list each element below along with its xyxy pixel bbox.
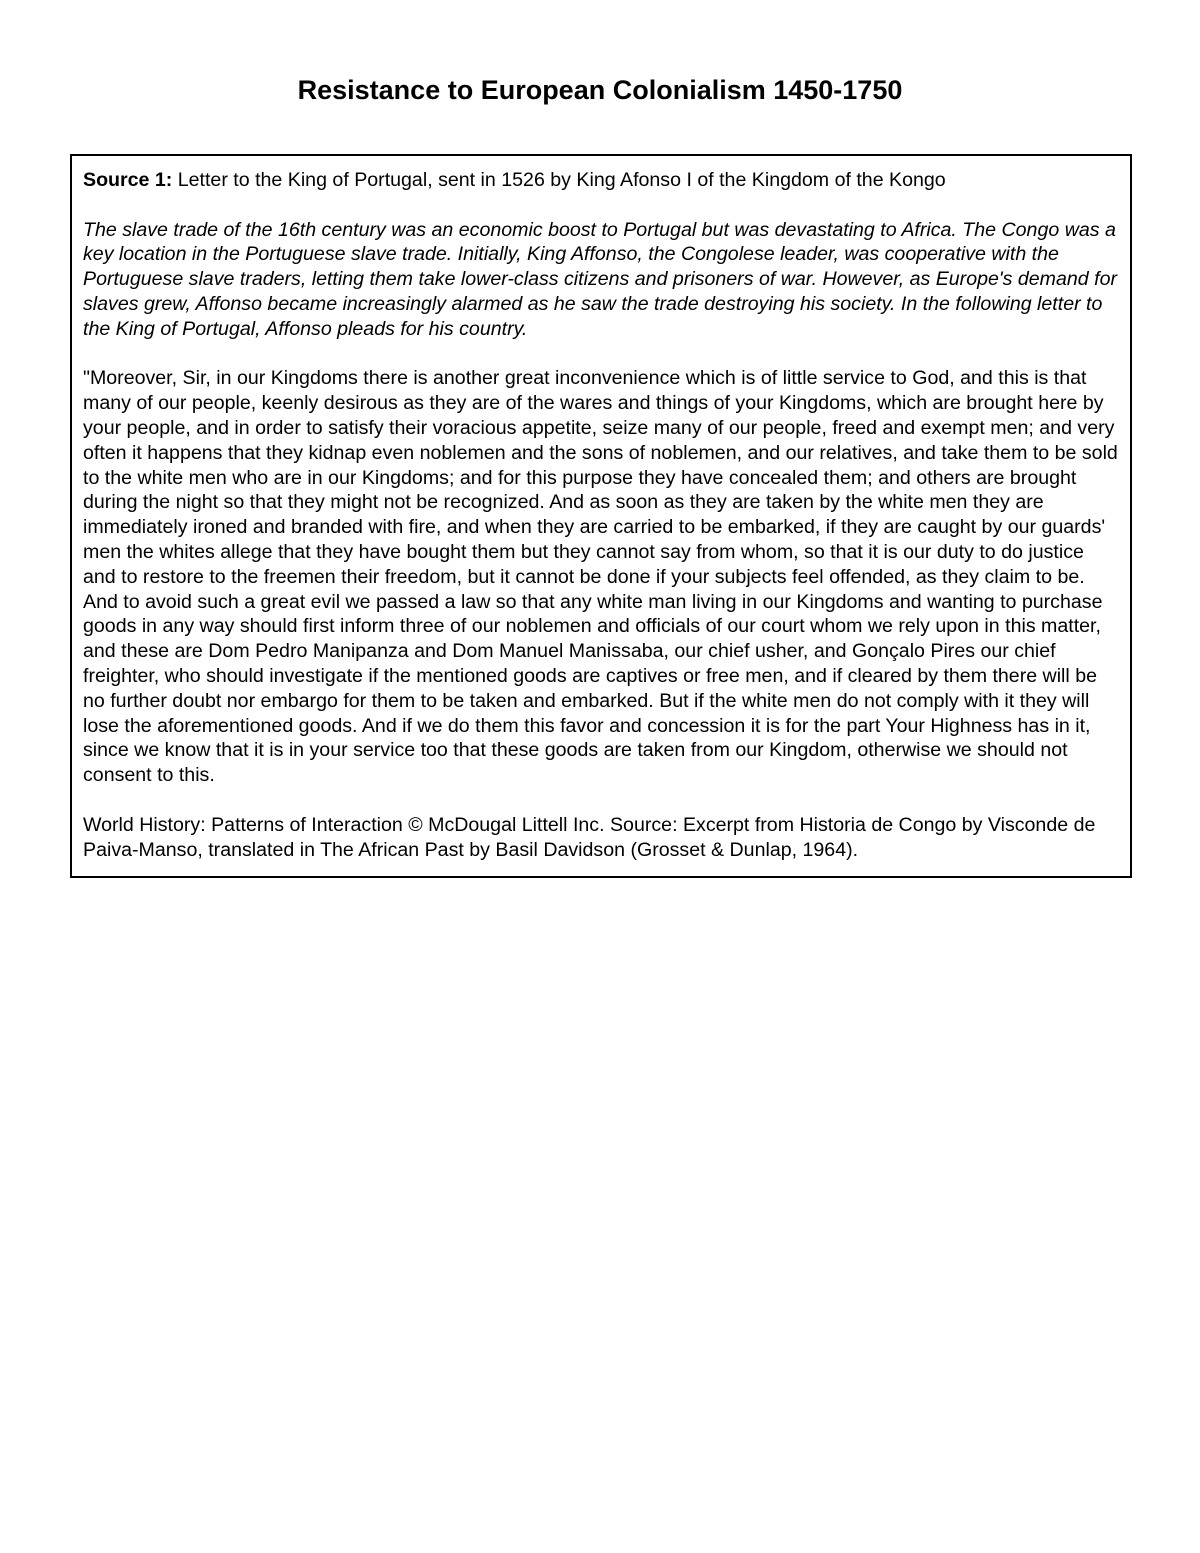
source-label: Source 1: bbox=[83, 169, 173, 191]
source-heading bbox=[83, 168, 1118, 193]
page-title: Resistance to European Colonialism 1450-1750 bbox=[297, 75, 903, 105]
source-box bbox=[70, 154, 1132, 878]
source-heading-text: Letter to the King of Portugal, sent in 1526 by King Afonso I of the Kingdom of the Kongo bbox=[177, 169, 946, 191]
letter-excerpt: "Moreover, Sir, in our Kingdoms there is another great inconvenience which is of little service to God, and this is that many of our people, keenly desirous as they are of the wares and things of your Kingdoms, which are brought here by your people, and in order to satisfy their voracious appetite, seize many of our people, freed and exempt men; and very often it happens that they kidnap even noblemen and the sons of noblemen, and our relatives, and take them to be sold to the white men who are in our Kingdoms; and for this purpose they have concealed them; and others are brought during the night so that they might not be recognized. And as soon as they are taken by the white men they are immediately ironed and branded with fire, and when they are carried to be embarked, if they are caught by our guards' men the whites allege that they have bought them but they cannot say from whom, so that it is our duty to do justice and to restore to the freemen their freedom, but it cannot be done if your subjects feel offended, as they claim to be. And to avoid such a great evil we passed a law so that any white man living in our Kingdoms and wanting to purchase goods in any way should first inform three of our noblemen and officials of our court whom we rely upon in this matter, and these are Dom Pedro Manipanza and Dom Manuel Manissaba, our chief usher, and Gonçalo Pires our chief freighter, who should investigate if the mentioned goods are captives or free men, and if cleared by them there will be no further doubt nor embargo for them to be taken and embarked. But if the white men do not comply with it they will lose the aforementioned goods. And if we do them this favor and concession it is for the part Your Highness has in it, since we know that it is in your service too that these goods are taken from our Kingdom, otherwise we should not consent to this. bbox=[83, 367, 1118, 787]
source-citation: World History: Patterns of Interaction © McDougal Littell Inc. Source: Excerpt from Historia de Congo by Visconde de Paiva-Manso, translated in The African Past by Basil Davidson (Grosset & Dunlap, 1964). bbox=[83, 813, 1096, 861]
source-intro: The slave trade of the 16th century was an economic boost to Portugal but was devastating to Africa. The Congo was a key location in the Portuguese slave trade. Initially, King Affonso, the Congolese leader, was cooperative with the Portuguese slave traders, letting them take lower-class citizens and prisoners of war. However, as Europe's demand for slaves grew, Affonso became increasingly alarmed as he saw the trade destroying his society. In the following letter to the King of Portugal, Affonso pleads for his country. bbox=[83, 218, 1118, 340]
